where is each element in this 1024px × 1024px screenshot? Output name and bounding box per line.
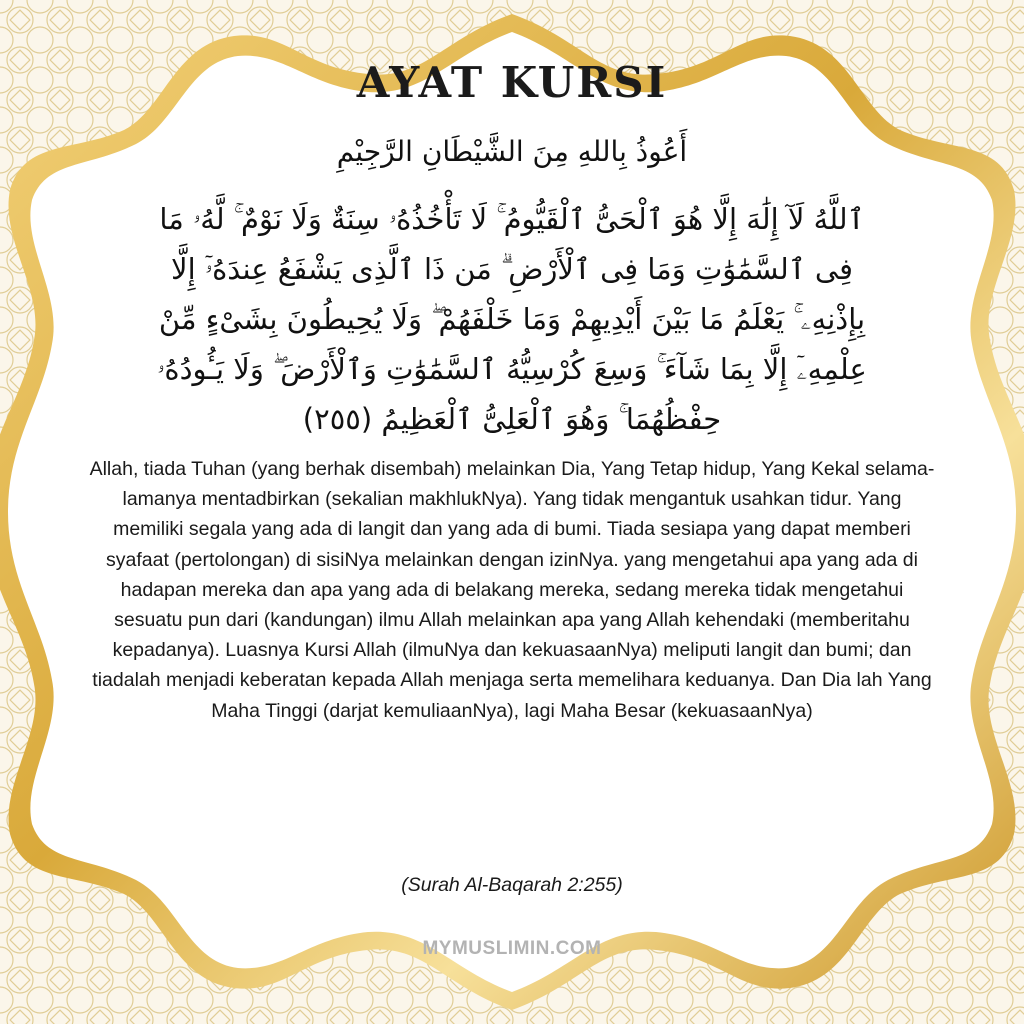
website-watermark: MYMUSLIMIN.COM bbox=[422, 938, 602, 959]
page-title: AYAT KURSI bbox=[356, 58, 668, 107]
ayat-kursi-arabic-text: ٱللَّهُ لَآ إِلَٰهَ إِلَّا هُوَ ٱلْحَىُّ ٱلْقَيُّومُ ۚ لَا تَأْخُذُهُۥ سِنَةٌ وَلَا نَوْمٌ ۚ لَّهُۥ مَا فِى ٱلسَّمَٰوَٰتِ وَمَا فِى ٱلْأَرْضِ ۗ مَن ذَا ٱلَّذِى يَشْفَعُ عِندَهُۥٓ إِلَّا بِإِذْنِهِۦ ۚ يَعْلَمُ مَا بَيْنَ أَيْدِيهِمْ وَمَا خَلْفَهُمْ ۖ وَلَا يُحِيطُونَ بِشَىْءٍ مِّنْ عِلْمِهِۦٓ إِلَّا بِمَا شَآءَ ۚ وَسِعَ كُرْسِيُّهُ ٱلسَّمَٰوَٰتِ وَٱلْأَرْضَ ۖ وَلَا يَـُٔودُهُۥ حِفْظُهُمَا ۚ وَهُوَ ٱلْعَلِىُّ ٱلْعَظِيمُ (٢٥٥) bbox=[157, 202, 867, 436]
surah-reference: (Surah Al-Baqarah 2:255) bbox=[401, 874, 623, 896]
translation-text: Allah, tiada Tuhan (yang berhak disembah) melainkan Dia, Yang Tetap hidup, Yang Kekal selama-lamanya mentadbirkan (sekalian makhlukNya). Yang tidak mengantuk usahkan tidur. Yang memiliki segala yang ada di langit dan yang ada di bumi. Tiada sesiapa yang dapat memberi syafaat (pertolongan) di sisiNya melainkan dengan izinNya. yang mengetahui apa yang ada di hadapan mereka dan apa yang ada di belakang mereka, sedang mereka tidak mengetahui sesuatu pun dari (kandungan) ilmu Allah melainkan apa yang Allah kehendaki (memberitahu kepadanya). Luasnya Kursi Allah (ilmuNya dan kekuasaanNya) meliputi langit dan bumi; dan tiadalah menjadi keberatan kepada Allah menjaga serta memelihara keduanya. Dan Dia lah Yang Maha Tinggi (darjat kemuliaanNya), lagi Maha Besar (kekuasaanNya) bbox=[89, 458, 935, 722]
taawudz-text: أَعُوذُ بِاللهِ مِنَ الشَّيْطَانِ الرَّجِيْمِ bbox=[336, 135, 688, 168]
